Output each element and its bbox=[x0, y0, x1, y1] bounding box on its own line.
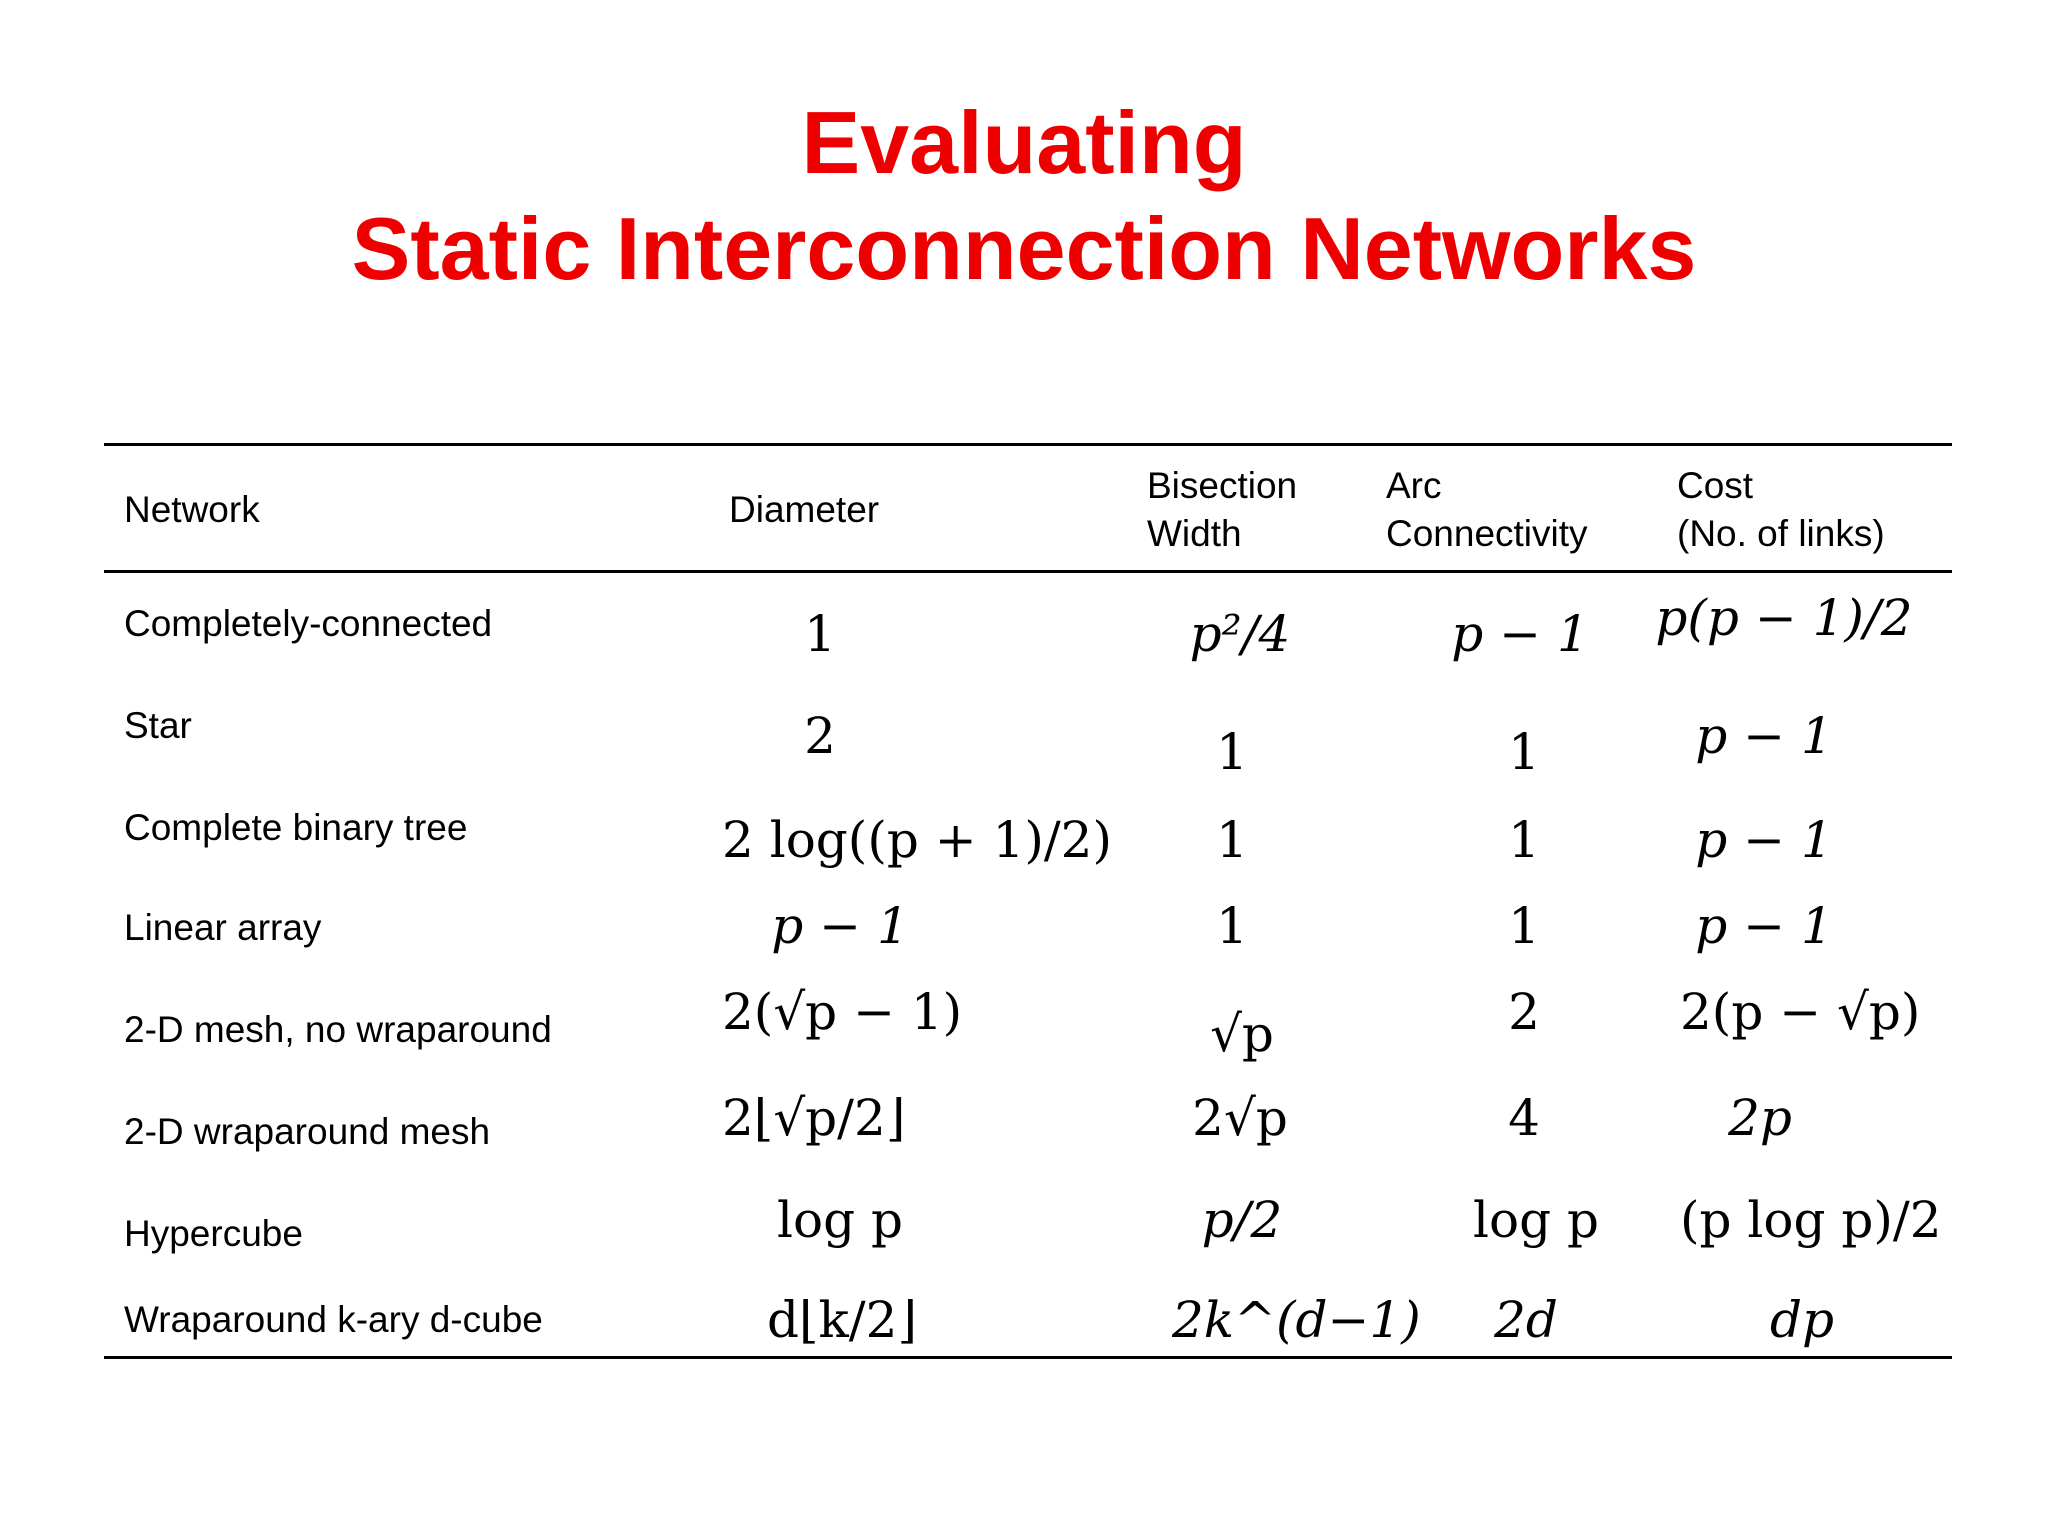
cell-arc: log p bbox=[1472, 1191, 1599, 1249]
cell-diameter: 1 bbox=[804, 605, 836, 663]
table-bottom-rule bbox=[104, 1356, 1952, 1359]
cell-diameter: 2 log((p + 1)/2) bbox=[722, 811, 1112, 869]
header-arc-connectivity bbox=[1386, 462, 1588, 558]
header-cost bbox=[1677, 462, 1885, 558]
header-diameter: Diameter bbox=[729, 489, 880, 530]
row-label-completely-connected: Completely-connected bbox=[124, 603, 493, 644]
header-cost-line1: Cost bbox=[1677, 465, 1754, 506]
table-top-rule bbox=[104, 443, 1952, 446]
row-label-2d-mesh-no-wraparound: 2-D mesh, no wraparound bbox=[124, 1009, 552, 1050]
cell-diameter: p − 1 bbox=[771, 897, 909, 955]
row-label-linear-array: Linear array bbox=[124, 907, 322, 948]
header-network: Network bbox=[124, 489, 260, 530]
title-line-2: Static Interconnection Networks bbox=[351, 199, 1697, 298]
cell-bisection: 1 bbox=[1216, 811, 1248, 869]
cell-cost: 2p bbox=[1728, 1089, 1792, 1147]
cell-cost: p − 1 bbox=[1695, 811, 1833, 869]
cell-bisection: 2k^(d−1) bbox=[1172, 1291, 1421, 1349]
cell-arc: p − 1 bbox=[1451, 605, 1589, 663]
cell-diameter: 2 bbox=[804, 707, 836, 765]
cell-cost: p − 1 bbox=[1695, 707, 1833, 765]
cell-bisection: 2√p bbox=[1192, 1089, 1288, 1147]
cell-cost: p(p − 1)/2 bbox=[1655, 589, 1913, 647]
cell-arc: 1 bbox=[1508, 723, 1540, 781]
title-line-1: Evaluating bbox=[801, 93, 1247, 192]
cell-bisection: p²/4 bbox=[1189, 605, 1291, 663]
row-label-2d-wraparound-mesh: 2-D wraparound mesh bbox=[124, 1111, 491, 1152]
cell-arc: 1 bbox=[1508, 811, 1540, 869]
header-cost-line2: (No. of links) bbox=[1677, 513, 1885, 554]
row-label-star: Star bbox=[124, 705, 192, 746]
header-arc-line1: Arc bbox=[1386, 465, 1442, 506]
cell-cost: p − 1 bbox=[1695, 897, 1833, 955]
cell-diameter: log p bbox=[776, 1191, 903, 1249]
header-arc-line2: Connectivity bbox=[1386, 513, 1588, 554]
header-bisection-width bbox=[1147, 462, 1297, 558]
cell-bisection: p/2 bbox=[1201, 1191, 1283, 1249]
cell-arc: 1 bbox=[1508, 897, 1540, 955]
row-label-wraparound-k-ary-d-cube: Wraparound k-ary d-cube bbox=[124, 1299, 543, 1340]
cell-arc: 2 bbox=[1508, 983, 1540, 1041]
cell-cost: dp bbox=[1769, 1291, 1834, 1349]
cell-cost: 2(p − √p) bbox=[1680, 983, 1921, 1041]
header-bisection-line1: Bisection bbox=[1147, 465, 1298, 506]
cell-bisection: 1 bbox=[1216, 897, 1248, 955]
row-label-hypercube: Hypercube bbox=[124, 1213, 303, 1254]
cell-arc: 4 bbox=[1508, 1089, 1540, 1147]
header-bisection-line2: Width bbox=[1147, 513, 1242, 554]
cell-arc: 2d bbox=[1494, 1291, 1558, 1349]
cell-diameter: 2⌊√p/2⌋ bbox=[722, 1089, 906, 1147]
slide-title bbox=[0, 90, 2048, 302]
row-label-complete-binary-tree: Complete binary tree bbox=[124, 807, 468, 848]
cell-cost: (p log p)/2 bbox=[1680, 1191, 1942, 1249]
cell-diameter: d⌊k/2⌋ bbox=[767, 1291, 917, 1349]
cell-bisection: 1 bbox=[1216, 723, 1248, 781]
cell-bisection: √p bbox=[1210, 1005, 1274, 1063]
table-header-rule bbox=[104, 570, 1952, 573]
cell-diameter: 2(√p − 1) bbox=[722, 983, 963, 1041]
